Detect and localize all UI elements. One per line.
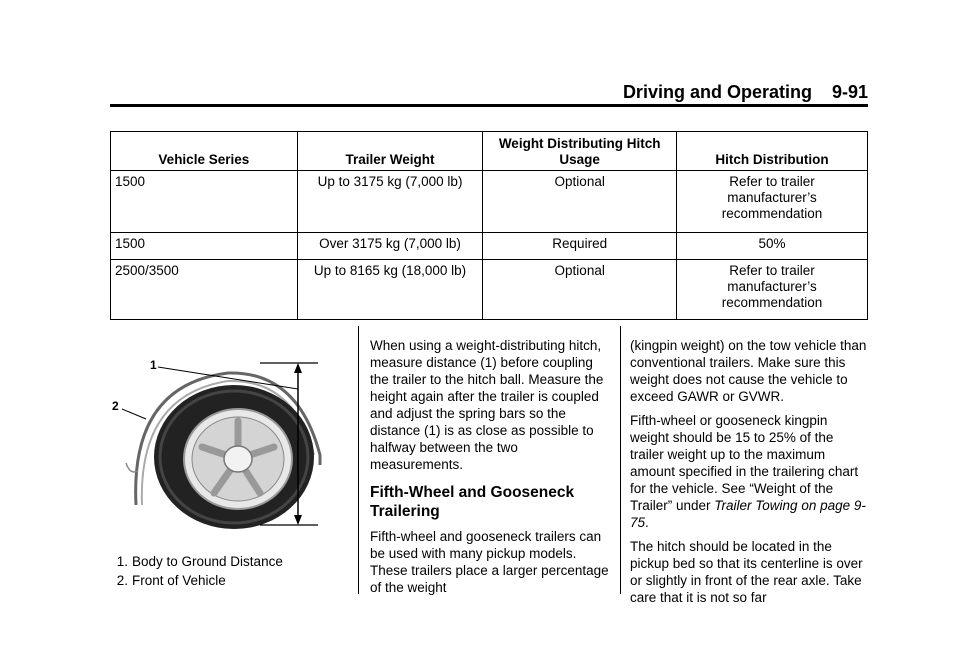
caption-text: Body to Ground Distance	[132, 554, 283, 569]
table-header-cell: Vehicle Series	[111, 132, 298, 171]
table-header-cell: Trailer Weight	[297, 132, 483, 171]
column-divider	[358, 326, 359, 594]
text-column-3	[630, 337, 870, 613]
paragraph	[630, 412, 870, 531]
callout-1: 1	[150, 358, 157, 372]
caption-item	[110, 571, 283, 590]
table-cell: 1500	[111, 171, 298, 233]
table-cell: Refer to trailer manufacturer’s recommendation	[677, 260, 868, 320]
hitch-distribution-table	[110, 131, 868, 320]
figure-captions	[110, 552, 283, 590]
caption-number: 2.	[116, 573, 128, 588]
table-header-cell: Weight Distributing Hitch Usage	[483, 132, 677, 171]
paragraph-text: .	[645, 515, 649, 530]
column-divider	[620, 326, 621, 594]
text-column-2	[370, 337, 610, 603]
table-cell: Refer to trailer manufacturer’s recommendation	[677, 171, 868, 233]
callout-2: 2	[112, 399, 119, 413]
table-row	[111, 171, 868, 233]
table-row	[111, 260, 868, 320]
table-cell: Required	[483, 233, 677, 260]
wheel-illustration	[108, 345, 340, 535]
wheel-diagram	[108, 345, 340, 535]
cross-reference-link[interactable]: Trailer Towing on page 9-75	[630, 498, 866, 530]
paragraph: Fifth-wheel and gooseneck trailers can be used with many pickup models. These trailers place a larger percentage of the weight	[370, 529, 609, 595]
table-header-cell: Hitch Distribution	[677, 132, 868, 171]
table-cell: Over 3175 kg (7,000 lb)	[297, 233, 483, 260]
table-cell: Optional	[483, 171, 677, 233]
table-cell: Up to 8165 kg (18,000 lb)	[297, 260, 483, 320]
paragraph-text: Fifth-wheel or gooseneck kingpin weight should be 15 to 25% of the trailer weight up to the maximum amount specified in the trailering chart for the vehicle. See “Weight of the Trailer” under	[630, 413, 859, 513]
section-heading: Fifth-Wheel and Gooseneck Trailering	[370, 484, 575, 520]
paragraph: When using a weight-distributing hitch, measure distance (1) before coupling the trailer to the hitch ball. Measure the height again after the trailer is coupled and adjust the spring bars so the distance (1) is as close as possible to halfway between the two measurements.	[370, 338, 604, 472]
table-row	[111, 233, 868, 260]
caption-item	[110, 552, 283, 571]
caption-text: Front of Vehicle	[132, 573, 226, 588]
table-cell: 1500	[111, 233, 298, 260]
table-cell: 2500/3500	[111, 260, 298, 320]
caption-number: 1.	[116, 554, 128, 569]
table-cell: Up to 3175 kg (7,000 lb)	[297, 171, 483, 233]
page-header	[110, 82, 868, 104]
header-rule	[110, 104, 868, 107]
page-header-title: Driving and Operating 9-91	[622, 82, 868, 102]
paragraph: The hitch should be located in the pickup bed so that its centerline is over or slightly in front of the rear axle. Take care that it is not so far	[630, 539, 863, 605]
table-cell: 50%	[677, 233, 868, 260]
paragraph: (kingpin weight) on the tow vehicle than conventional trailers. Make sure this weight does not cause the vehicle to exceed GAWR or GVWR.	[630, 338, 867, 404]
table-cell: Optional	[483, 260, 677, 320]
table-header-row	[111, 132, 868, 171]
